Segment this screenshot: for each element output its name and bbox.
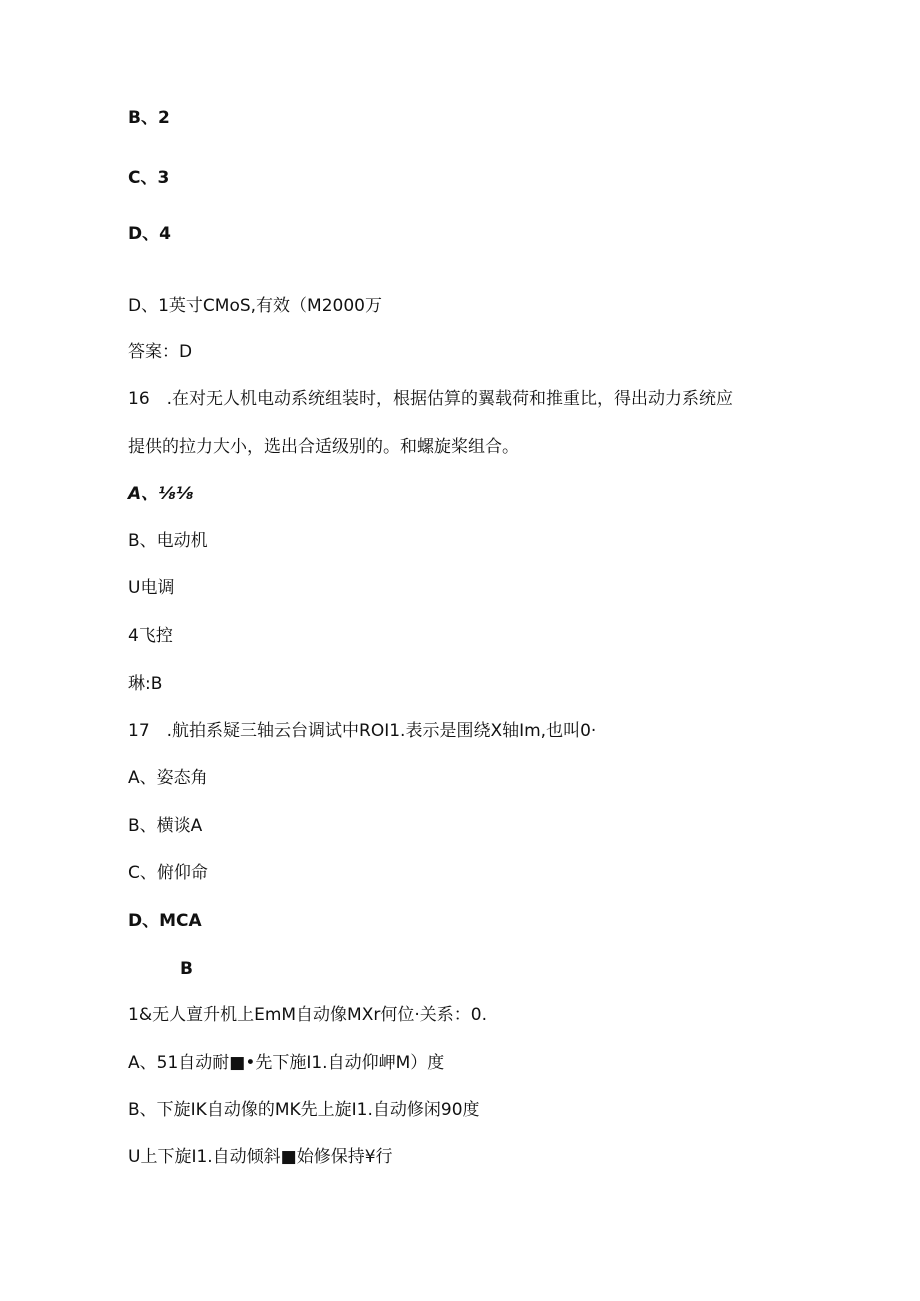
answer-line: 答案：D xyxy=(128,342,193,362)
question-18-option-b: B、下旋IK自动像的MK先上旋I1.自动修闲90度 xyxy=(128,1100,480,1120)
question-16-answer: 琳:B xyxy=(128,674,163,694)
question-17-option-d: D、MCA xyxy=(128,911,202,931)
question-16-option-a: A、⅛⅛ xyxy=(128,484,194,504)
option-d-extra-line: D、1英寸CMoS,有效（M2000万 xyxy=(128,296,382,316)
question-16-line-1: 16 .在对无人机电动系统组装时，根据估算的翼载荷和推重比，得出动力系统应 xyxy=(128,389,734,409)
question-17-line: 17 .航拍系疑三轴云台调试中ROI1.表示是围绕X轴Im,也叫0· xyxy=(128,721,597,741)
question-17-option-b: B、横谈A xyxy=(128,816,203,836)
question-16-option-d: 4飞控 xyxy=(128,626,173,646)
question-16-line-2: 提供的拉力大小，选出合适级别的。和螺旋桨组合。 xyxy=(128,437,519,457)
question-16-option-b: B、电动机 xyxy=(128,531,208,551)
question-18-line: 1&无人亶升机上EmM自动像MXr何位·关系：0. xyxy=(128,1005,487,1025)
question-16-option-c: U电调 xyxy=(128,578,175,598)
option-d-line: D、4 xyxy=(128,224,171,244)
question-17-answer: B xyxy=(180,959,193,979)
option-b-line: B、2 xyxy=(128,108,170,128)
question-17-option-c: C、俯仰命 xyxy=(128,863,208,883)
question-17-option-a: A、姿态角 xyxy=(128,768,208,788)
option-c-line: C、3 xyxy=(128,168,170,188)
question-18-option-c: U上下旋I1.自动倾斜■始修保持¥行 xyxy=(128,1147,393,1167)
question-18-option-a: A、51自动耐■•先下施I1.自动仰岬M）度 xyxy=(128,1053,445,1073)
